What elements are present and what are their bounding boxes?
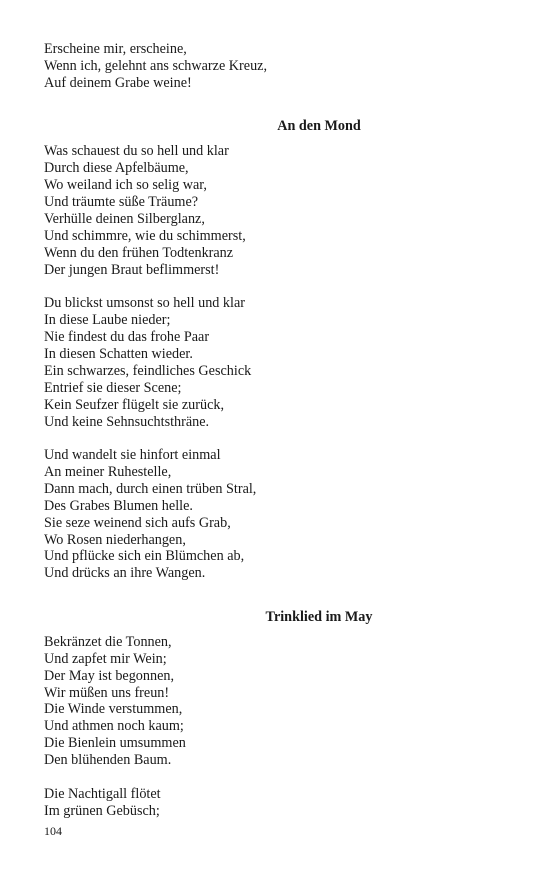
verse-line: Wenn du den frühen Todtenkranz xyxy=(44,244,234,261)
verse-line: An meiner Ruhestelle, xyxy=(44,463,172,480)
verse-line: Und keine Sehnsuchtsthräne. xyxy=(44,413,210,430)
verse-line: Und zapfet mir Wein; xyxy=(44,650,167,667)
verse-line: Und träumte süße Träume? xyxy=(44,194,199,211)
verse-line: Erscheine mir, erscheine, xyxy=(44,41,187,57)
verse-line: Der jungen Braut beflimmerst! xyxy=(44,261,220,278)
verse-line: Wenn ich, gelehnt ans schwarze Kreuz, xyxy=(44,57,268,74)
verse-line: Des Grabes Blumen helle. xyxy=(44,497,193,514)
stanza xyxy=(44,295,504,430)
verse-line: Wir müßen uns freun! xyxy=(44,684,170,701)
verse-line: Die Bienlein umsummen xyxy=(44,735,186,752)
verse-line: Die Nachtigall flötet xyxy=(44,785,161,802)
verse-line: Auf deinem Grabe weine! xyxy=(44,74,192,91)
verse-line: Kein Seufzer flügelt sie zurück, xyxy=(44,396,225,413)
verse-line: Verhülle deinen Silberglanz, xyxy=(44,210,205,227)
verse-line: Ein schwarzes, feindliches Geschick xyxy=(44,362,252,379)
page-number: 104 xyxy=(44,824,62,838)
verse-line: Und athmen noch kaum; xyxy=(44,718,184,735)
verse-line: Der May ist begonnen, xyxy=(44,667,175,684)
poem-text-column xyxy=(44,41,504,836)
verse-line: Du blickst umsonst so hell und klar xyxy=(44,295,245,312)
verse-line: In diese Laube nieder; xyxy=(44,312,171,329)
verse-line: Und drücks an ihre Wangen. xyxy=(44,565,206,582)
continued-stanza xyxy=(44,41,504,92)
stanza xyxy=(44,634,504,769)
verse-line: Nie findest du das frohe Paar xyxy=(44,328,210,345)
verse-line: Entrief sie dieser Scene; xyxy=(44,379,182,396)
verse-line: Die Winde verstummen, xyxy=(44,701,183,718)
verse-line: Und schimmre, wie du schimmerst, xyxy=(44,227,246,244)
verse-line: Bekränzet die Tonnen, xyxy=(44,633,172,650)
stanza xyxy=(44,447,504,582)
verse-line: Im grünen Gebüsch; xyxy=(44,802,160,819)
verse-line: Durch diese Apfelbäume, xyxy=(44,160,189,177)
verse-line: Wo Rosen niederhangen, xyxy=(44,531,186,548)
verse-line: Was schauest du so hell und klar xyxy=(44,143,229,160)
verse-line: Und pflücke sich ein Blümchen ab, xyxy=(44,548,245,565)
verse-line: Dann mach, durch einen trüben Stral, xyxy=(44,480,257,497)
poem-title: An den Mond xyxy=(277,118,361,135)
verse-line: In diesen Schatten wieder. xyxy=(44,345,193,362)
verse-line: Den blühenden Baum. xyxy=(44,752,172,769)
verse-line: Wo weiland ich so selig war, xyxy=(44,177,207,194)
verse-line: Und wandelt sie hinfort einmal xyxy=(44,447,221,463)
poem-title: Trinklied im May xyxy=(265,608,373,625)
verse-line: Sie seze weinend sich aufs Grab, xyxy=(44,514,231,531)
stanza xyxy=(44,143,504,278)
stanza xyxy=(44,786,504,820)
